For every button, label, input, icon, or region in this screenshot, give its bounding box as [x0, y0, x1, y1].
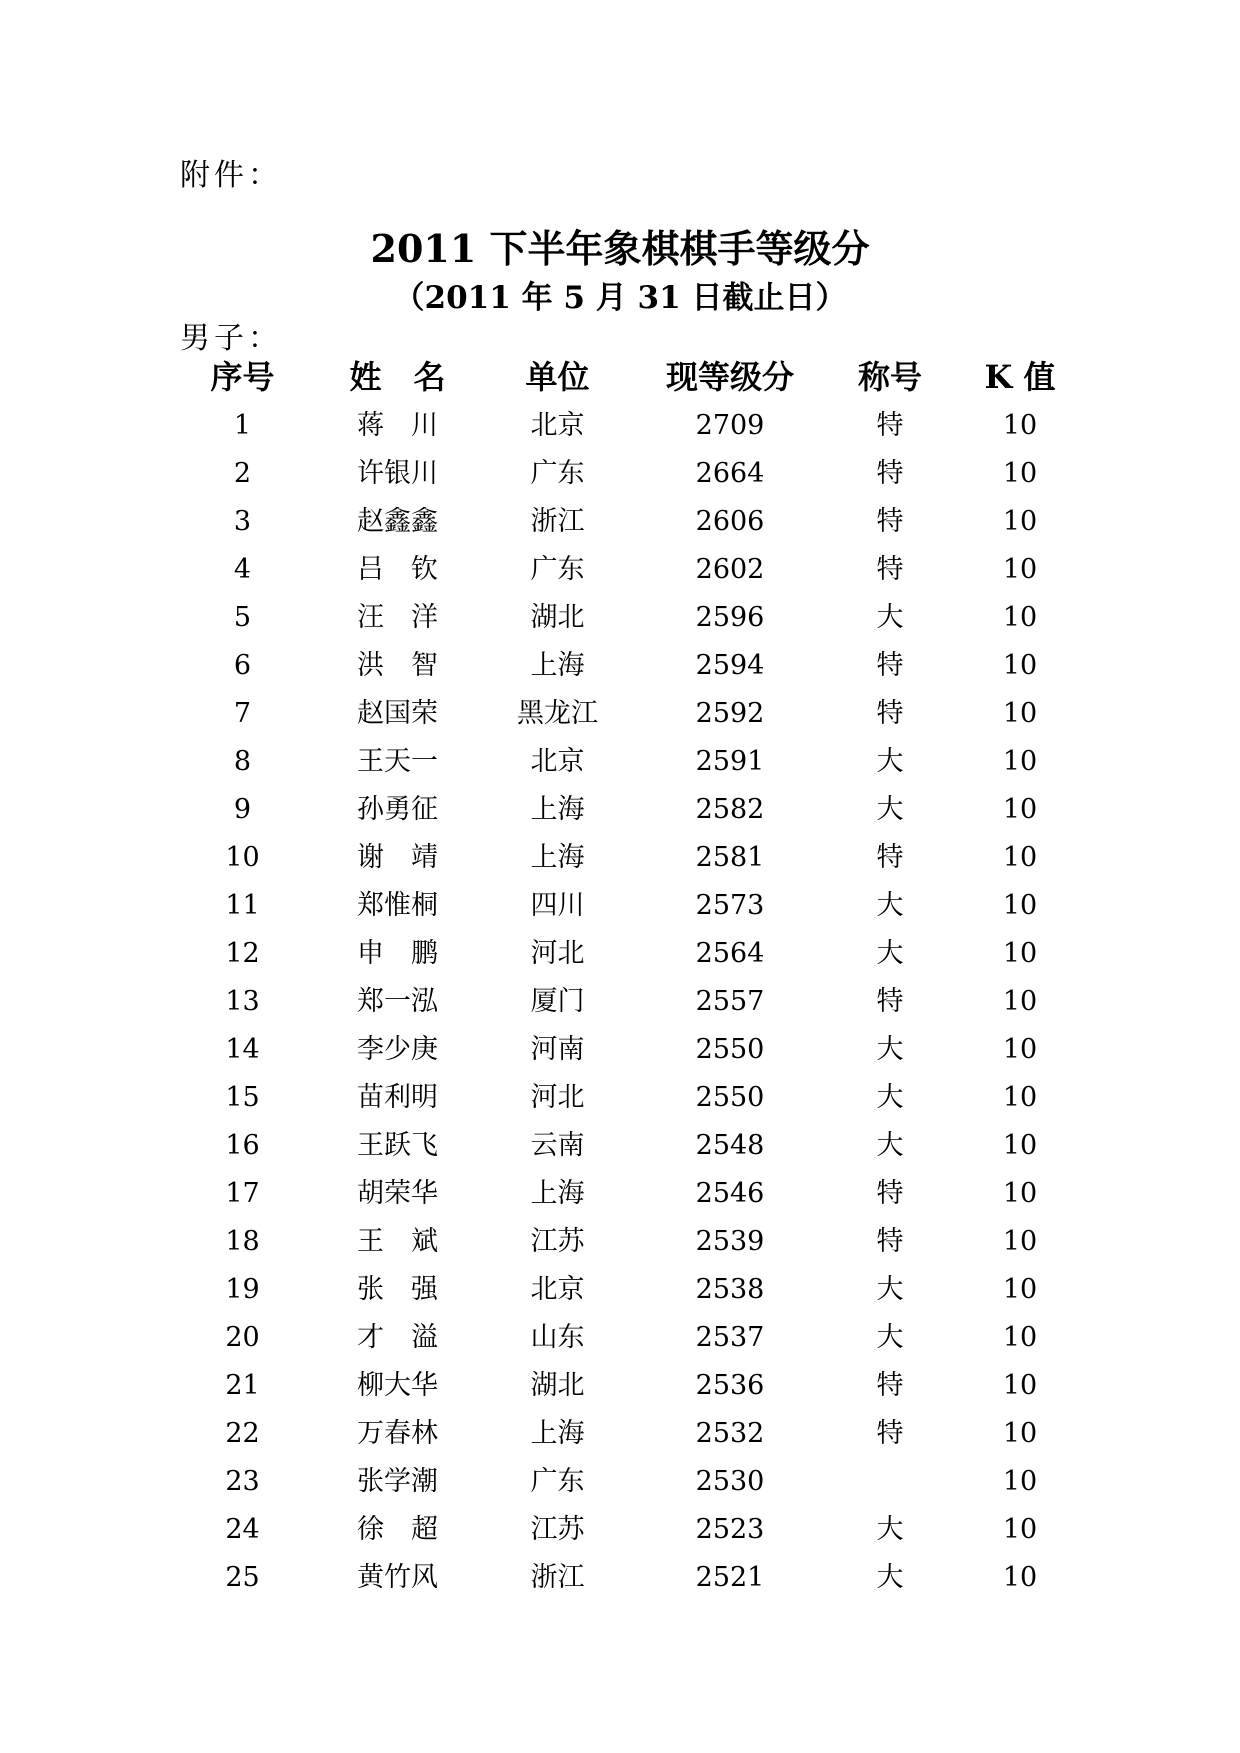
- row-title: 大: [876, 1034, 904, 1065]
- row-score: 2709: [695, 410, 765, 441]
- header-name: 姓 名: [349, 358, 446, 396]
- row-unit: 北京: [530, 746, 585, 777]
- row-no: 12: [225, 938, 260, 969]
- row-title: 大: [876, 746, 904, 777]
- row-unit: 江苏: [530, 1514, 585, 1545]
- row-k: 10: [1002, 1034, 1038, 1065]
- row-name: 申 鹏: [357, 938, 438, 969]
- row-title: 特: [876, 506, 904, 537]
- row-unit: 上海: [530, 794, 585, 825]
- row-k: 10: [1002, 650, 1038, 681]
- row-score: 2550: [695, 1034, 765, 1065]
- row-title: 特: [876, 986, 904, 1017]
- row-name: 胡荣华: [357, 1178, 438, 1209]
- table-row: [0, 1266, 1240, 1314]
- table-row: [0, 546, 1240, 594]
- table-row: [0, 1314, 1240, 1362]
- row-k: 10: [1002, 1514, 1038, 1545]
- row-no: 15: [225, 1082, 260, 1113]
- row-score: 2537: [695, 1322, 765, 1353]
- table-row: [0, 1170, 1240, 1218]
- row-unit: 上海: [530, 842, 585, 873]
- row-score: 2538: [695, 1274, 765, 1305]
- row-name: 徐 超: [357, 1514, 438, 1545]
- row-unit: 上海: [530, 1418, 585, 1449]
- row-unit: 浙江: [530, 506, 585, 537]
- row-name: 赵国荣: [357, 698, 438, 729]
- row-unit: 广东: [530, 554, 585, 585]
- row-score: 2596: [695, 602, 765, 633]
- row-score: 2573: [695, 890, 765, 921]
- row-title: 特: [876, 1418, 904, 1449]
- row-no: 2: [233, 458, 252, 489]
- table-row: [0, 1218, 1240, 1266]
- row-no: 19: [225, 1274, 260, 1305]
- row-score: 2606: [695, 506, 765, 537]
- row-k: 10: [1002, 602, 1038, 633]
- row-k: 10: [1002, 1226, 1038, 1257]
- table-row: [0, 738, 1240, 786]
- table-row: [0, 1074, 1240, 1122]
- header-title: 称号: [857, 358, 922, 396]
- row-k: 10: [1002, 1562, 1038, 1593]
- row-unit: 湖北: [530, 602, 585, 633]
- row-name: 谢 靖: [357, 842, 438, 873]
- table-row: [0, 978, 1240, 1026]
- row-no: 11: [225, 890, 260, 921]
- row-unit: 江苏: [530, 1226, 585, 1257]
- row-unit: 厦门: [530, 986, 585, 1017]
- row-name: 蒋 川: [357, 410, 438, 441]
- table-row: [0, 498, 1240, 546]
- row-score: 2550: [695, 1082, 765, 1113]
- row-k: 10: [1002, 698, 1038, 729]
- row-no: 20: [225, 1322, 260, 1353]
- row-name: 许银川: [357, 458, 438, 489]
- row-score: 2539: [695, 1226, 765, 1257]
- row-name: 郑惟桐: [357, 890, 438, 921]
- document-title: 2011 下半年象棋棋手等级分: [370, 226, 870, 271]
- row-k: 10: [1002, 410, 1038, 441]
- row-name: 赵鑫鑫: [357, 506, 438, 537]
- row-name: 万春林: [357, 1418, 438, 1449]
- row-score: 2582: [695, 794, 765, 825]
- row-title: 特: [876, 458, 904, 489]
- row-unit: 河北: [530, 1082, 585, 1113]
- header-no: 序号: [210, 358, 275, 396]
- row-k: 10: [1002, 986, 1038, 1017]
- row-name: 王跃飞: [357, 1130, 438, 1161]
- row-score: 2592: [695, 698, 765, 729]
- row-k: 10: [1002, 938, 1038, 969]
- row-k: 10: [1002, 506, 1038, 537]
- row-name: 张 强: [357, 1274, 438, 1305]
- row-k: 10: [1002, 1418, 1038, 1449]
- row-score: 2546: [695, 1178, 765, 1209]
- row-k: 10: [1002, 1370, 1038, 1401]
- row-k: 10: [1002, 842, 1038, 873]
- row-title: 大: [876, 1514, 904, 1545]
- row-title: 大: [876, 1322, 904, 1353]
- row-name: 李少庚: [357, 1034, 438, 1065]
- row-no: 24: [225, 1514, 260, 1545]
- row-no: 23: [225, 1466, 260, 1497]
- row-unit: 北京: [530, 410, 585, 441]
- row-score: 2591: [695, 746, 765, 777]
- row-name: 才 溢: [357, 1322, 438, 1353]
- row-unit: 黑龙江: [517, 698, 598, 729]
- row-no: 17: [225, 1178, 260, 1209]
- row-score: 2557: [695, 986, 765, 1017]
- table-row: [0, 1410, 1240, 1458]
- table-row: [0, 690, 1240, 738]
- row-unit: 四川: [530, 890, 585, 921]
- row-title: 特: [876, 698, 904, 729]
- row-score: 2602: [695, 554, 765, 585]
- row-title: 特: [876, 650, 904, 681]
- row-unit: 山东: [530, 1322, 585, 1353]
- row-unit: 上海: [530, 650, 585, 681]
- row-title: [830, 1458, 950, 1506]
- row-no: 16: [225, 1130, 260, 1161]
- row-no: 4: [233, 554, 252, 585]
- table-row: [0, 1026, 1240, 1074]
- table-row: [0, 1458, 1240, 1506]
- row-k: 10: [1002, 1130, 1038, 1161]
- row-score: 2548: [695, 1130, 765, 1161]
- table-row: [0, 594, 1240, 642]
- row-name: 黄竹风: [357, 1562, 438, 1593]
- row-no: 7: [233, 698, 252, 729]
- row-title: 大: [876, 1130, 904, 1161]
- row-name: 柳大华: [357, 1370, 438, 1401]
- table-row: [0, 930, 1240, 978]
- row-k: 10: [1002, 1466, 1038, 1497]
- row-score: 2581: [695, 842, 765, 873]
- row-title: 特: [876, 554, 904, 585]
- row-score: 2594: [695, 650, 765, 681]
- row-name: 郑一泓: [357, 986, 438, 1017]
- row-name: 汪 洋: [357, 602, 438, 633]
- row-k: 10: [1002, 794, 1038, 825]
- table-row: [0, 834, 1240, 882]
- row-no: 1: [233, 410, 252, 441]
- header-unit: 单位: [525, 358, 590, 396]
- row-score: 2536: [695, 1370, 765, 1401]
- row-no: 21: [225, 1370, 260, 1401]
- row-title: 特: [876, 842, 904, 873]
- row-no: 14: [225, 1034, 260, 1065]
- row-k: 10: [1002, 1178, 1038, 1209]
- row-k: 10: [1002, 458, 1038, 489]
- table-row: [0, 1554, 1240, 1602]
- row-no: 10: [225, 842, 260, 873]
- row-unit: 广东: [530, 1466, 585, 1497]
- row-name: 张学潮: [357, 1466, 438, 1497]
- document-subtitle: （2011 年 5 月 31 日截止日）: [393, 280, 847, 316]
- row-title: 特: [876, 410, 904, 441]
- row-score: 2523: [695, 1514, 765, 1545]
- row-unit: 河南: [530, 1034, 585, 1065]
- header-k: K 值: [984, 358, 1056, 396]
- row-name: 洪 智: [357, 650, 438, 681]
- table-row: [0, 642, 1240, 690]
- row-unit: 云南: [530, 1130, 585, 1161]
- row-unit: 河北: [530, 938, 585, 969]
- row-no: 25: [225, 1562, 260, 1593]
- row-score: 2530: [695, 1466, 765, 1497]
- row-title: 大: [876, 602, 904, 633]
- section-label-men: 男子：: [180, 321, 282, 356]
- table-row: [0, 882, 1240, 930]
- table-row: [0, 402, 1240, 450]
- table-row: [0, 450, 1240, 498]
- row-k: 10: [1002, 554, 1038, 585]
- table-row: [0, 1122, 1240, 1170]
- table-row: [0, 1506, 1240, 1554]
- row-name: 孙勇征: [357, 794, 438, 825]
- row-k: 10: [1002, 746, 1038, 777]
- row-title: 特: [876, 1226, 904, 1257]
- table-row: [0, 786, 1240, 834]
- table-row: [0, 1362, 1240, 1410]
- row-title: 大: [876, 1082, 904, 1113]
- row-unit: 浙江: [530, 1562, 585, 1593]
- row-unit: 上海: [530, 1178, 585, 1209]
- ratings-table-body: [0, 402, 1240, 1602]
- row-unit: 北京: [530, 1274, 585, 1305]
- row-title: 大: [876, 1274, 904, 1305]
- row-k: 10: [1002, 890, 1038, 921]
- row-unit: 湖北: [530, 1370, 585, 1401]
- header-score: 现等级分: [665, 358, 794, 396]
- row-unit: 广东: [530, 458, 585, 489]
- row-score: 2564: [695, 938, 765, 969]
- row-title: 特: [876, 1370, 904, 1401]
- row-no: 18: [225, 1226, 260, 1257]
- row-k: 10: [1002, 1274, 1038, 1305]
- row-no: 8: [233, 746, 252, 777]
- row-title: 大: [876, 794, 904, 825]
- row-name: 王 斌: [357, 1226, 438, 1257]
- attachment-label: 附件：: [180, 158, 282, 193]
- row-title: 特: [876, 1178, 904, 1209]
- row-score: 2532: [695, 1418, 765, 1449]
- row-no: 9: [233, 794, 252, 825]
- row-no: 3: [233, 506, 252, 537]
- row-k: 10: [1002, 1322, 1038, 1353]
- row-k: 10: [1002, 1082, 1038, 1113]
- row-name: 王天一: [357, 746, 438, 777]
- row-name: 苗利明: [357, 1082, 438, 1113]
- row-no: 22: [225, 1418, 260, 1449]
- row-no: 6: [233, 650, 252, 681]
- row-score: 2521: [695, 1562, 765, 1593]
- row-name: 吕 钦: [357, 554, 438, 585]
- row-no: 13: [225, 986, 260, 1017]
- row-title: 大: [876, 890, 904, 921]
- row-title: 大: [876, 1562, 904, 1593]
- row-score: 2664: [695, 458, 765, 489]
- table-header: [0, 353, 1240, 401]
- row-title: 大: [876, 938, 904, 969]
- row-no: 5: [233, 602, 252, 633]
